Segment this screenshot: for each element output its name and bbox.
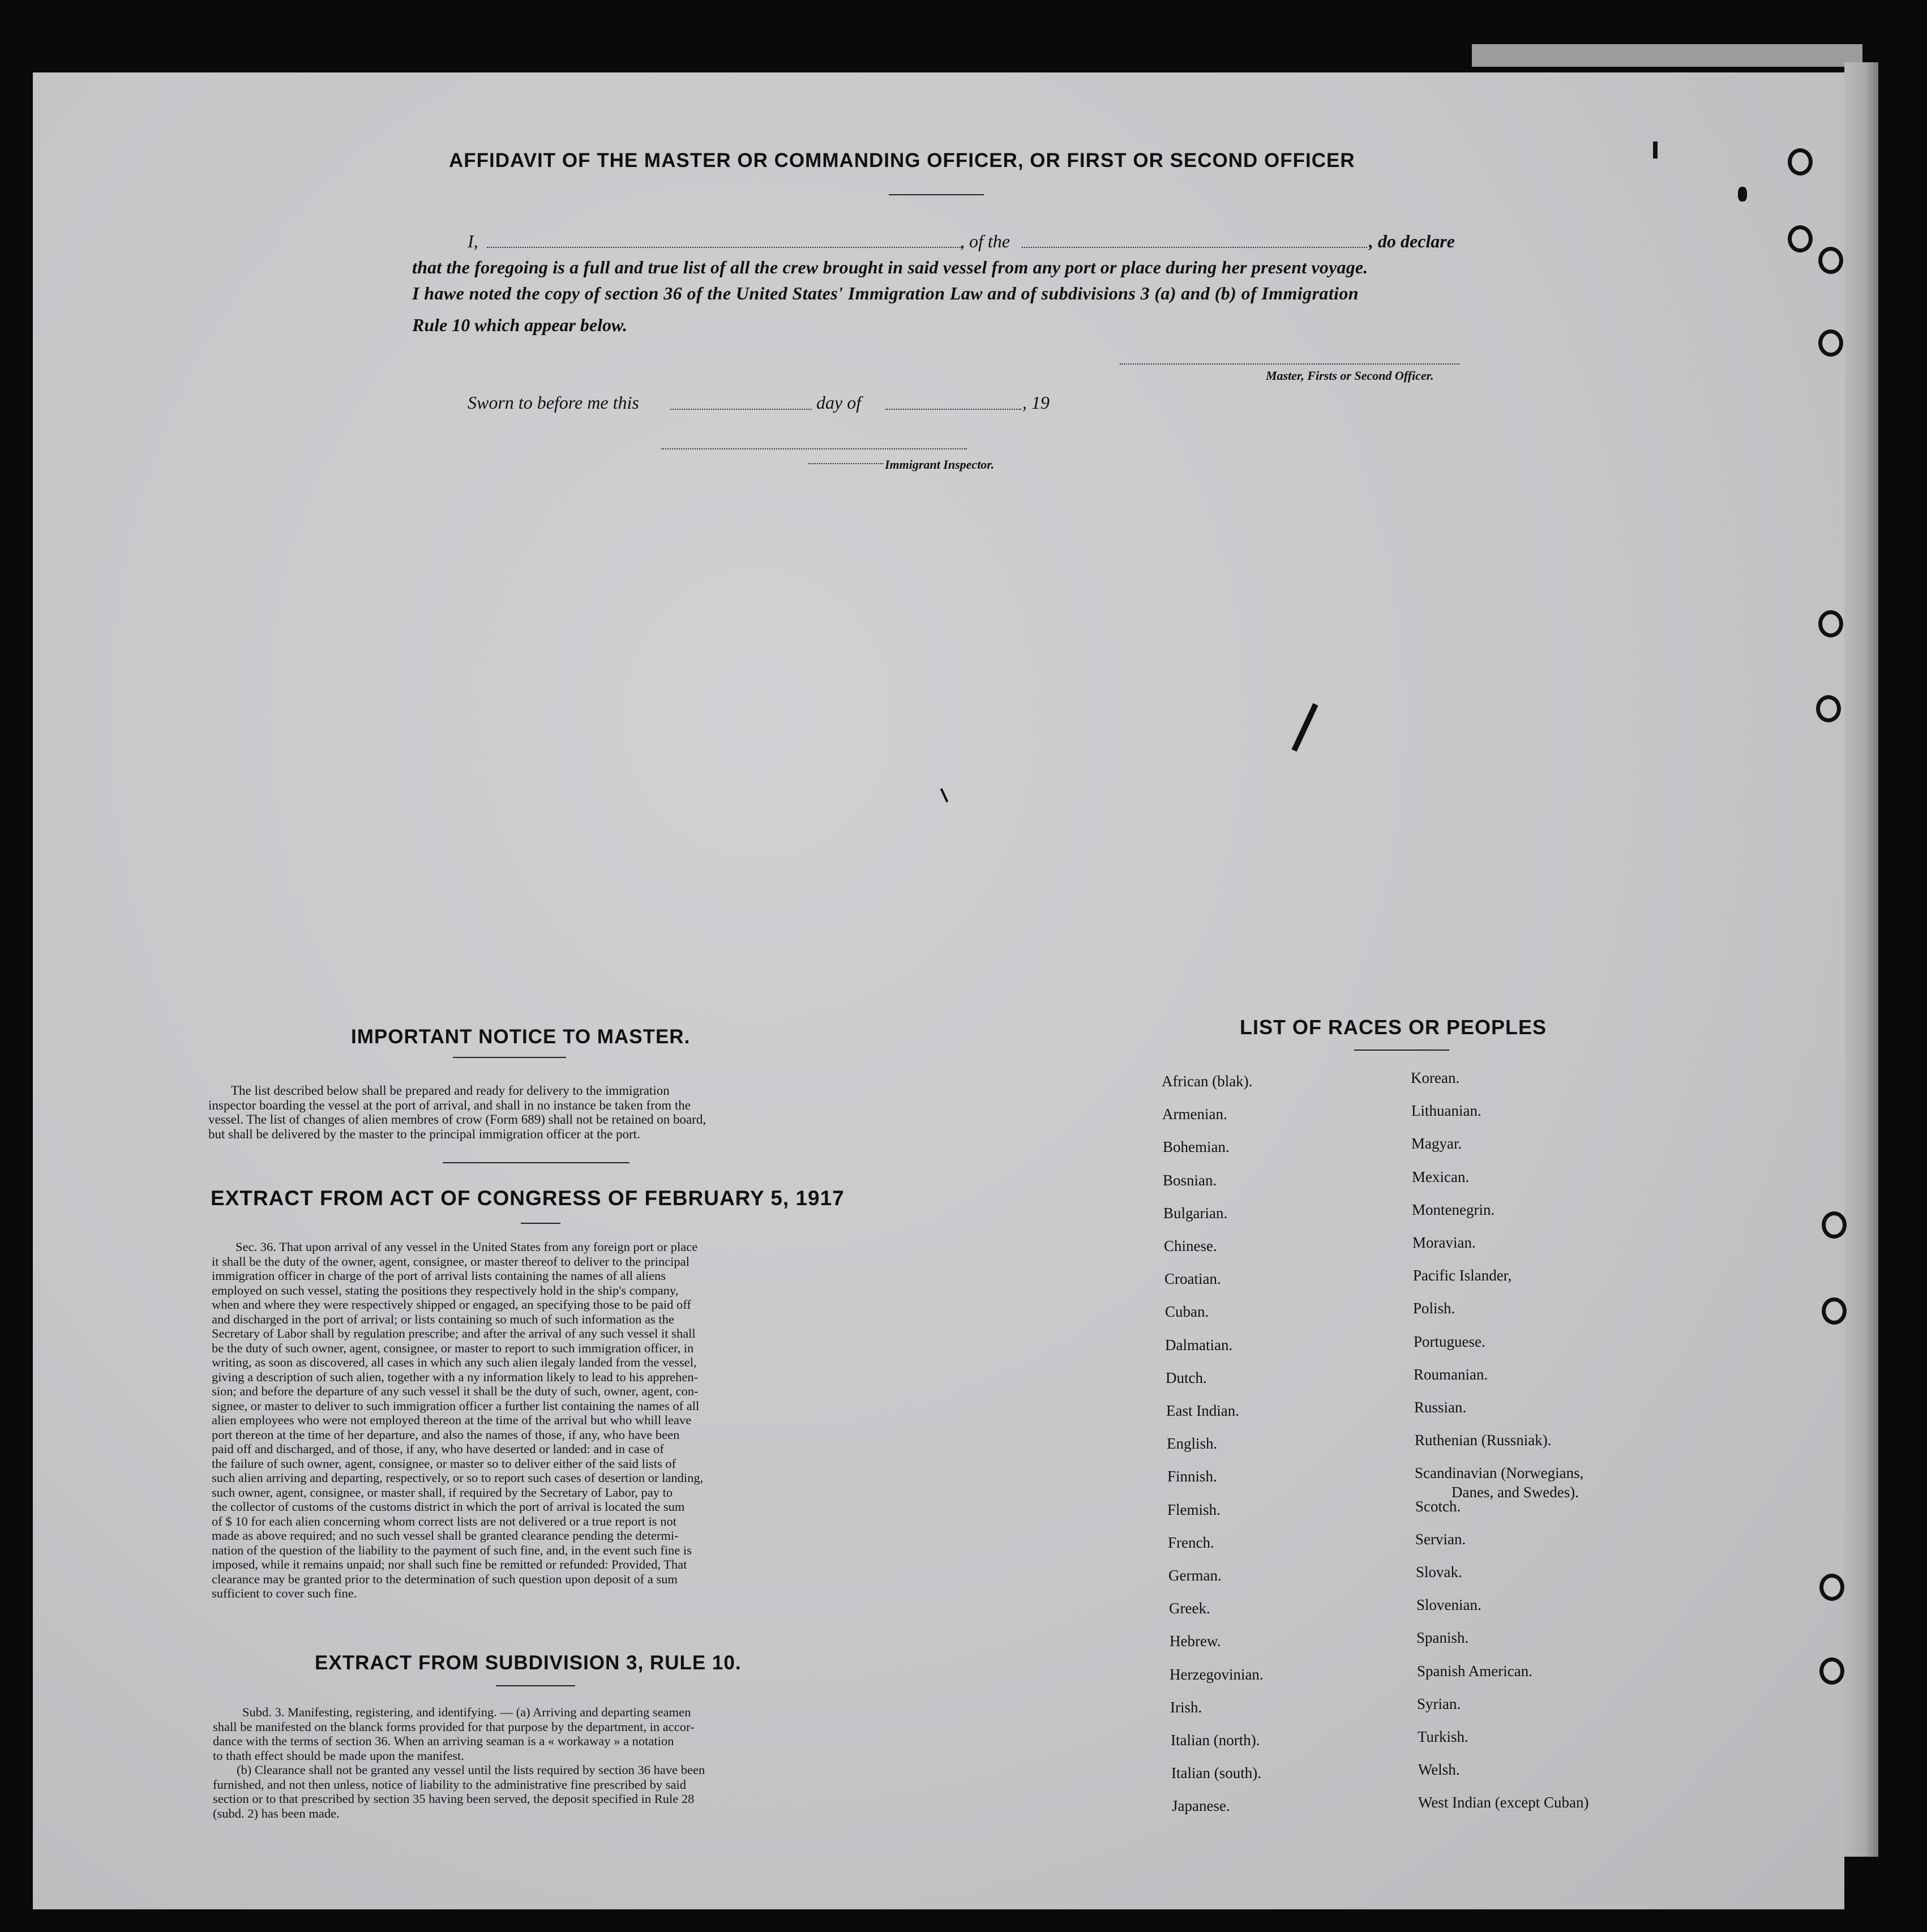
race-item: Hebrew. bbox=[1170, 1633, 1221, 1650]
stray-mark bbox=[1653, 142, 1658, 158]
notice-title: IMPORTANT NOTICE TO MASTER. bbox=[351, 1026, 691, 1048]
race-item: Italian (north). bbox=[1171, 1732, 1260, 1749]
race-item: Korean. bbox=[1411, 1069, 1460, 1086]
section-divider bbox=[443, 1162, 630, 1163]
race-item: English. bbox=[1167, 1435, 1218, 1452]
race-item: Turkish. bbox=[1418, 1728, 1468, 1745]
race-item: Slovak. bbox=[1416, 1563, 1462, 1580]
binder-hole bbox=[1816, 695, 1841, 722]
sworn-day: day of bbox=[816, 392, 862, 413]
title-rule bbox=[889, 194, 984, 195]
race-item: French. bbox=[1168, 1534, 1214, 1551]
race-item: Croatian. bbox=[1164, 1270, 1221, 1287]
race-item: Mexican. bbox=[1412, 1168, 1470, 1185]
affidavit-declare: , do declare bbox=[1369, 231, 1455, 251]
race-item: Bohemian. bbox=[1163, 1138, 1230, 1155]
race-item: Italian (south). bbox=[1171, 1764, 1261, 1781]
race-item: Bosnian. bbox=[1163, 1172, 1217, 1189]
rule-title: EXTRACT FROM SUBDIVISION 3, RULE 10. bbox=[315, 1652, 742, 1674]
title-rule bbox=[1354, 1049, 1449, 1051]
race-item: Armenian. bbox=[1162, 1106, 1227, 1123]
binder-hole bbox=[1822, 1297, 1847, 1325]
binder-hole bbox=[1819, 1574, 1844, 1601]
notice-text: The list described below shall be prepared and ready for delivery to the immigration inspector boarding the vessel at the port of arrival, and shall in no instance be taken from the vessel. The list of changes of alien membres of crow (Form 689) shall not be retained on board, but shall be delivered by the master to the principal immigration officer at the port. bbox=[208, 1083, 706, 1141]
race-item: Portuguese. bbox=[1414, 1333, 1485, 1350]
affidavit-vessel: , of the bbox=[960, 231, 1010, 251]
title-rule bbox=[496, 1685, 575, 1686]
race-item: Greek. bbox=[1169, 1600, 1210, 1617]
race-item: Spanish American. bbox=[1417, 1663, 1532, 1680]
race-item: Finnish. bbox=[1167, 1468, 1217, 1485]
blank-line bbox=[670, 408, 812, 410]
race-item: Irish. bbox=[1170, 1699, 1202, 1716]
signature-line bbox=[661, 447, 967, 449]
affidavit-statement: that the foregoing is a full and true list of all the crew brought in said vessel from any port or place during her present voyage. bbox=[412, 257, 1368, 277]
race-item: Herzegovinian. bbox=[1170, 1666, 1264, 1683]
race-item: Lithuanian. bbox=[1411, 1102, 1481, 1119]
race-item: West Indian (except Cuban) bbox=[1418, 1794, 1589, 1811]
binder-hole bbox=[1819, 1657, 1844, 1685]
race-item: Bulgarian. bbox=[1163, 1205, 1228, 1222]
page-top-edge bbox=[1472, 44, 1862, 67]
binder-hole bbox=[1788, 148, 1813, 175]
race-item: Japanese. bbox=[1172, 1797, 1230, 1814]
affidavit-title: AFFIDAVIT OF THE MASTER OR COMMANDING OFFICER, OR FIRST OR SECOND OFFICER bbox=[449, 149, 1355, 172]
race-item: Servian. bbox=[1415, 1531, 1466, 1548]
title-rule bbox=[453, 1057, 566, 1058]
affidavit-statement: Rule 10 which appear below. bbox=[412, 315, 628, 335]
binder-hole bbox=[1818, 247, 1843, 274]
binder-hole bbox=[1818, 329, 1843, 357]
title-rule bbox=[521, 1223, 560, 1224]
races-title: LIST OF RACES OR PEOPLES bbox=[1240, 1016, 1547, 1039]
affidavit-statement: I hawe noted the copy of section 36 of the United States' Immigration Law and of subdivisions 3 (a) and (b) of Immigration bbox=[412, 283, 1359, 303]
document-page bbox=[33, 72, 1844, 1909]
race-item: Polish. bbox=[1413, 1300, 1455, 1317]
race-item: Dutch. bbox=[1166, 1369, 1207, 1386]
race-item: Syrian. bbox=[1417, 1695, 1461, 1712]
blank-line bbox=[1022, 246, 1367, 248]
race-item: Chinese. bbox=[1164, 1237, 1217, 1254]
stray-mark bbox=[1738, 187, 1747, 202]
race-item: Magyar. bbox=[1411, 1135, 1462, 1152]
binder-hole bbox=[1818, 610, 1843, 637]
race-item: Slovenian. bbox=[1416, 1596, 1481, 1613]
act-text: Sec. 36. That upon arrival of any vessel in the United States from any foreign port or place it shall be the duty of the owner, agent, consignee, or master thereof to deliver to the principal immigration officer in charge of the port of arrival lists containing the names of all aliens employed on such vessel, stating the positions they respectively hold in the ship's company, when and where they were respectively shipped or engaged, an specifying those to be paid off and discharged in the port of arrival; or lists containing so much of such information as the Secretary of Labor shall by regulation prescribe; and after the arrival of any such vessel it shall be the duty of such owner, agent, consignee, or master to report to such immigration officer, in writing, as soon as discovered, all cases in which any such alien ilegaly landed from the vessel, giving a description of such alien, together with a ny information likely to lead to his apprehen- sion; and before the departure of any such vessel it shall be the duty of such, owner, agent, con- signee, or master to deliver to such immigration officer a further list containing the names of all alien employees who were not employed thereon at the time of the arrival but who whill leave port thereon at the time of her departure, and also the names of those, if any, who have been paid off and discharged, and of those, if any, who have deserted or landed: and in case of the failure of such owner, agent, consignee, or master so to deliver either of the said lists of such alien arriving and departing, respectively, or so to report such cases of desertion or landing, such owner, agent, consignee, or master shall, if required by the Secretary of Labor, pay to the collector of customs of the customs district in which the port of arrival is located the sum of $ 10 for each alien concerning whom correct lists are not delivered or a true report is not made as above required; and no such vessel shall be granted clearance pending the determi- nation of the question of the liability to the payment of such fine, and, in the event such fine is imposed, while it remains unpaid; nor shall such fine be remitted or refunded: Provided, That clearance may be granted prior to the determination of such question upon deposit of a sum sufficient to cover such fine. bbox=[212, 1240, 704, 1600]
page-right-edge bbox=[1844, 62, 1878, 1857]
master-caption: Master, Firsts or Second Officer. bbox=[1266, 369, 1434, 383]
race-item: Russian. bbox=[1414, 1399, 1467, 1416]
signature-line bbox=[1120, 362, 1459, 365]
blank-line bbox=[487, 246, 962, 248]
affidavit-declarant: I, bbox=[468, 231, 478, 251]
binder-hole bbox=[1822, 1211, 1847, 1239]
race-item: Scotch. bbox=[1415, 1498, 1461, 1515]
race-item: Cuban. bbox=[1165, 1303, 1209, 1320]
race-item: Welsh. bbox=[1418, 1761, 1460, 1778]
blank-line bbox=[885, 408, 1021, 410]
binder-hole bbox=[1788, 225, 1813, 252]
race-item: Ruthenian (Russniak). bbox=[1415, 1432, 1552, 1449]
race-item: Pacific Islander, bbox=[1413, 1267, 1512, 1284]
race-item: Montenegrin. bbox=[1412, 1201, 1495, 1218]
race-item: Spanish. bbox=[1416, 1629, 1469, 1646]
rule-text: Subd. 3. Manifesting, registering, and identifying. — (a) Arriving and departing seamen shall be manifested on the blanck forms provided for that purpose by the department, in accor- dance with the terms of section 36. When an arriving seaman is a « workaway » a notation to thath effect should be made upon the manifest. (b) Clearance shall not be granted any vessel until the lists required by section 36 have been furnished, and not then unless, notice of liability to the administrative fine prescribed by said section or to that prescribed by section 35 having been served, the deposit specified in Rule 28 (subd. 2) has been made. bbox=[213, 1705, 705, 1820]
inspector-caption: Immigrant Inspector. bbox=[885, 457, 995, 472]
race-item: Roumanian. bbox=[1414, 1366, 1488, 1383]
race-item: Flemish. bbox=[1167, 1501, 1221, 1518]
race-item: German. bbox=[1168, 1567, 1222, 1584]
sworn-text: Sworn to before me this bbox=[468, 392, 639, 413]
race-item: Danes, and Swedes). bbox=[1451, 1484, 1579, 1501]
sworn-year: , 19 bbox=[1022, 392, 1050, 413]
race-item: Dalmatian. bbox=[1165, 1336, 1233, 1353]
signature-line bbox=[808, 462, 883, 464]
act-title: EXTRACT FROM ACT OF CONGRESS OF FEBRUARY 5, 1917 bbox=[211, 1186, 845, 1210]
race-item: Scandinavian (Norwegians, bbox=[1415, 1464, 1584, 1481]
race-item: East Indian. bbox=[1166, 1402, 1239, 1419]
race-item: African (blak). bbox=[1162, 1073, 1253, 1090]
race-item: Moravian. bbox=[1412, 1234, 1476, 1251]
